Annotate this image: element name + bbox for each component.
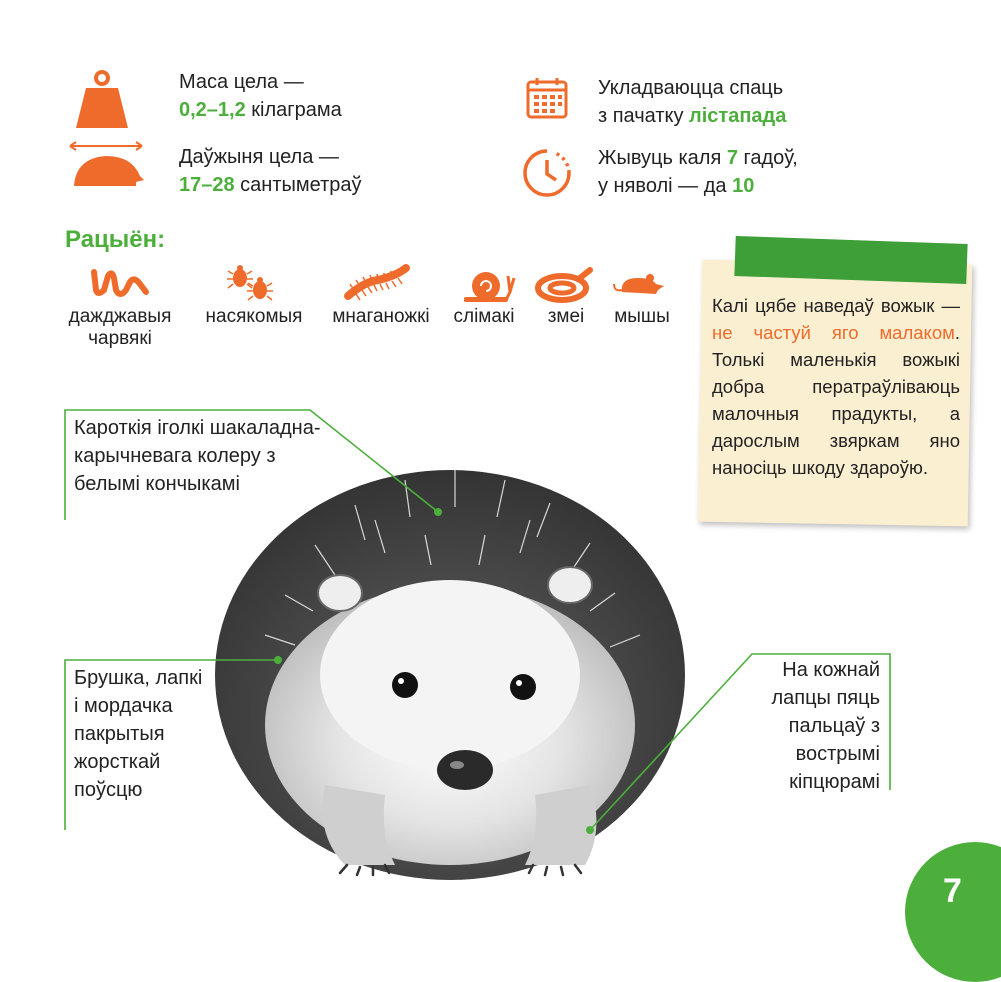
paws-callout: На кожнай лапцы пяць пальцаў з вострымі кіпцюрамі bbox=[771, 659, 880, 793]
captivity-prefix: у няволі — да bbox=[598, 175, 733, 197]
diet-label-snails: слімакі bbox=[453, 306, 515, 327]
sleep-line1: Укладваюцца спаць bbox=[598, 77, 784, 99]
diet-label-centipedes: мнаганожкі bbox=[332, 306, 430, 327]
weight-label: Маса цела — bbox=[179, 71, 304, 93]
weight-value: 0,2–1,2 bbox=[179, 99, 246, 121]
captivity-value: 10 bbox=[732, 175, 755, 197]
diet-label-worms: дажджавыя чарвякі bbox=[68, 306, 172, 349]
length-value: 17–28 bbox=[179, 174, 235, 196]
lifespan-prefix: Жывуць каля bbox=[598, 147, 727, 169]
diet-label-insects: насякомыя bbox=[205, 306, 303, 327]
sleep-prefix: з пачатку bbox=[598, 105, 690, 127]
diet-heading: Рацыён: bbox=[65, 226, 166, 253]
page-number: 7 bbox=[943, 872, 962, 910]
length-label: Даўжыня цела — bbox=[179, 146, 339, 168]
lifespan-value: 7 bbox=[726, 147, 738, 169]
sleep-month: лістапада bbox=[689, 105, 787, 127]
note-highlight: не частуй яго малаком bbox=[712, 322, 955, 343]
diet-label-snakes: змеі bbox=[547, 306, 585, 327]
note-text-end: . Толькі маленькія вожыкі добра ператраўліваюць малочныя прадукты, а дарослым звяркам яно наносіць шкоду здароўю. bbox=[712, 322, 960, 478]
lifespan-suffix: гадоў, bbox=[737, 147, 798, 169]
belly-callout: Брушка, лапкі і мордачка пакрытыя жорсткай поўсцю bbox=[74, 667, 203, 801]
weight-unit: кілаграма bbox=[245, 99, 342, 121]
length-unit: сантыметраў bbox=[234, 174, 362, 196]
note-text-start: Калі цябе наведаў вожык — bbox=[712, 295, 960, 316]
diet-label-mice: мышы bbox=[614, 306, 670, 327]
spines-callout: Кароткія іголкі шакаладна-карычневага колеру з белымі кончыкамі bbox=[74, 417, 321, 495]
